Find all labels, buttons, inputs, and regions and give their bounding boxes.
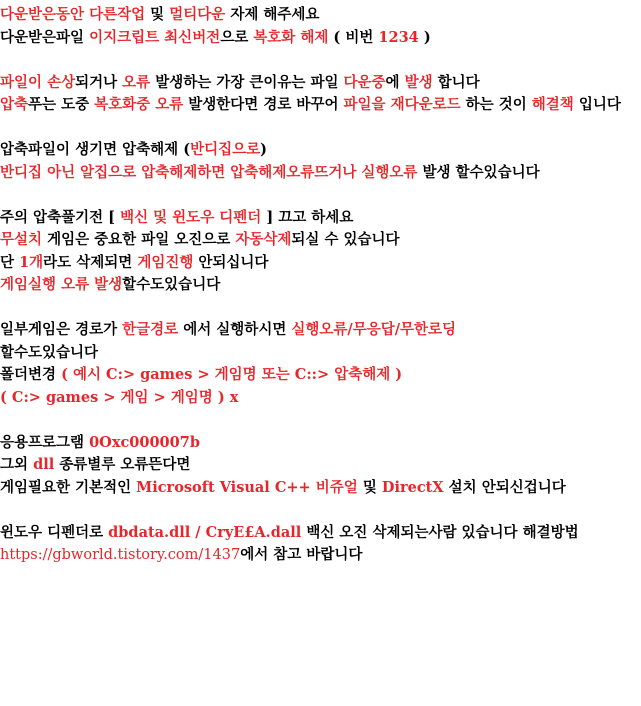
body-text: 할수도있습니다 [122, 276, 221, 293]
body-text: 푸는 도중 [28, 96, 95, 113]
highlight-text: 게임실행 오류 발생 [0, 276, 123, 293]
body-text: 할수도있습니다 [0, 343, 99, 361]
highlight-text: 파일이 손상 [0, 73, 76, 91]
body-text: 단 [0, 253, 20, 271]
body-text: 합니다 [432, 73, 480, 91]
body-text: 및 [145, 6, 170, 23]
body-text: 되실 수 있습니다 [291, 231, 400, 248]
body-text: 및 [357, 478, 382, 496]
body-text: 종류별루 오류뜬다면 [54, 456, 191, 473]
highlight-text: 복호화 해제 [253, 28, 329, 46]
body-text: 윈도우 디펜더로 [0, 523, 109, 541]
highlight-text: Microsoft Visual C++ 비쥬얼 [136, 478, 358, 496]
body-text: 백신 오진 삭제되는사람 있습니다 해결방법 [301, 523, 579, 541]
body-text: 게임필요한 기본적인 [0, 478, 137, 496]
highlight-text: 압축 [0, 96, 29, 113]
highlight-text: 다운중 [343, 73, 386, 91]
highlight-text: 반디집으로 [190, 141, 261, 158]
highlight-text: 복호화중 오류 [94, 96, 184, 113]
highlight-text: 한글경로 [122, 321, 179, 338]
highlight-text: dbdata.dll / CryE£A.dall [108, 523, 302, 541]
highlight-text: 반디집 아닌 알집으로 압축해제하면 압축해제오류뜨거나 실행오류 [0, 163, 418, 181]
body-text: 에서 실행하시면 [178, 321, 292, 338]
text-line [0, 477, 633, 500]
highlight-text: ( C:> games > 게임 > 게임명 ) x [0, 388, 239, 406]
body-text: 발생한다면 경로 바꾸어 [183, 96, 344, 113]
highlight-text: 백신 및 윈도우 디펜더 [120, 208, 262, 226]
text-line [0, 319, 633, 342]
reference-link[interactable]: https://gbworld.tistory.com/1437 [0, 547, 241, 563]
body-text: 폴더변경 [0, 366, 57, 383]
body-text: 압축파일이 생기면 압축해제 ( [0, 141, 191, 158]
body-text: ) [260, 141, 268, 158]
text-line [0, 364, 633, 387]
highlight-text: 다운받은동안 다른작업 [0, 6, 146, 23]
highlight-text: ( 예시 C:> games > 게임명 또는 C::> 압축해제 ) [56, 366, 403, 383]
body-text: 게임은 중요한 파일 오진으로 [42, 231, 236, 248]
highlight-text: 오류 [122, 73, 151, 91]
body-text: 설치 안되신겁니다 [443, 478, 566, 496]
highlight-text: 멀티다운 [169, 6, 226, 23]
highlight-text: 1개 [19, 253, 44, 271]
body-text: 일부게임은 경로가 [0, 321, 123, 338]
text-line [0, 387, 633, 410]
text-line [0, 162, 633, 185]
text-line [0, 27, 633, 50]
body-text: 라도 삭제되면 [43, 253, 138, 271]
body-text: 그외 [0, 456, 34, 473]
body-text: 하는 것이 [460, 96, 532, 113]
highlight-text: 게임진행 [137, 253, 194, 271]
highlight-text: 해결책 [531, 96, 574, 113]
text-line [0, 207, 633, 230]
highlight-text: 발생 [404, 73, 433, 91]
body-text: 안되십니다 [193, 253, 269, 271]
text-line [0, 252, 633, 275]
text-line [0, 139, 633, 162]
text-line [0, 4, 633, 27]
body-text: 발생하는 가장 큰이유는 파일 [150, 73, 344, 91]
text-line [0, 274, 633, 297]
highlight-text: 무설치 [0, 231, 43, 248]
highlight-text: 파일을 재다운로드 [343, 96, 461, 113]
body-text: ] 끄고 하세요 [261, 208, 354, 226]
highlight-text: DirectX [381, 478, 444, 496]
body-text: 으로 [220, 28, 254, 46]
highlight-text: 자동삭제 [235, 231, 292, 248]
body-text: 응용프로그램 [0, 433, 90, 451]
body-text: 주의 압축풀기전 [ [0, 208, 121, 226]
text-line [0, 432, 633, 455]
body-text: 발생 할수있습니다 [417, 163, 540, 181]
spacer [0, 117, 633, 140]
body-text: ( 비번 [328, 28, 379, 46]
body-text: 에서 참고 바랍니다 [240, 546, 363, 563]
spacer [0, 297, 633, 320]
highlight-text: 1234 [378, 28, 419, 46]
highlight-text: 이지크립트 최신버전 [89, 28, 221, 46]
highlight-text: 실행오류/무응답/무한로딩 [291, 321, 457, 338]
spacer [0, 499, 633, 522]
body-text: ) [418, 28, 431, 46]
text-line [0, 94, 633, 117]
text-line [0, 229, 633, 252]
body-text: 입니다 [573, 96, 621, 113]
body-text: 되거나 [75, 73, 123, 91]
body-text: 에 [385, 73, 405, 91]
spacer [0, 409, 633, 432]
text-line [0, 522, 633, 545]
body-text: 다운받은파일 [0, 28, 90, 46]
text-line [0, 342, 633, 365]
highlight-text: 0Oxc000007b [89, 433, 200, 451]
spacer [0, 184, 633, 207]
spacer [0, 49, 633, 72]
highlight-text: dll [33, 456, 55, 473]
text-line [0, 544, 633, 567]
text-line [0, 72, 633, 95]
body-text: 자제 해주세요 [225, 6, 320, 23]
text-line [0, 454, 633, 477]
